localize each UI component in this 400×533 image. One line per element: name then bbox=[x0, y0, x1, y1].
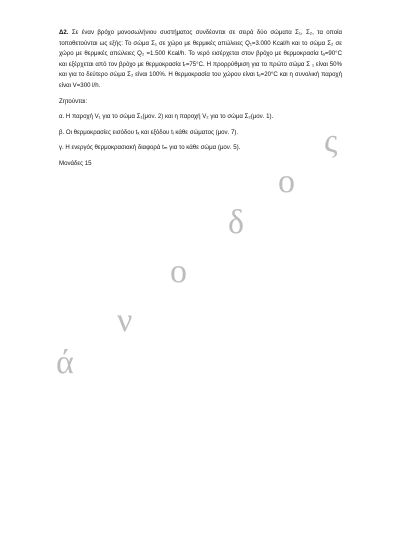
watermark-letter-4: δ bbox=[228, 204, 245, 241]
question-b: β. Οι θερμοκρασίες εισόδου tₓ και εξόδου tᵢ κάθε σώματος (μον. 7). bbox=[59, 128, 239, 136]
question-c: γ. Η ενεργός θερμοκρασιακή διαφορά tₘ για το κάθε σώμα (μον. 5). bbox=[59, 144, 241, 152]
total-marks: Μονάδες 15 bbox=[59, 159, 92, 167]
problem-statement bbox=[59, 28, 342, 92]
problem-content bbox=[59, 28, 342, 170]
watermark-letter-3: ο bbox=[170, 253, 187, 290]
watermark-letter-2: ν bbox=[117, 302, 133, 339]
watermark-letter-5: ο bbox=[278, 163, 295, 200]
question-a: α. Η παροχή V₁ για το σώμα Σ₁(μον. 2) και η παροχή V₂ για το σώμα Σ₂(μον. 1). bbox=[59, 113, 274, 121]
problem-text: Σε έναν βρόχο μονοσωλήνιου συστήματος συνδέονται σε σειρά δύο σώματα Σ₁, Σ₂, τα οποία τοποθετούνται ως εξής: Το σώμα Σ₁ σε χώρο με θερμικές απώλειες Q₁=3.000 Kcal/h και το σώμα Σ₂ σε χώρο με θερμικές απώλειες Q₂ =1.500 Kcal/h. Το νερό εισέρχεται στον βρόχο με θερμοκρασία tₐ=90°C και εξέρχεται από τον βρόχο με θερμοκρασία tᵣ=75°C. Η προρρύθμιση για το πρώτο σώμα Σ ₁ είναι 50% και για το δεύτερο σώμα Σ₂ είναι 100%. Η θερμοκρασία του χώρου είναι tₑ=20°C και η συνολική παροχή είναι V=300 l/h. bbox=[59, 29, 342, 89]
problem-label: Δ2. bbox=[59, 29, 69, 36]
watermark-letter-1: ά bbox=[56, 344, 74, 381]
watermark-letter-6: ς bbox=[324, 123, 338, 160]
asked-heading: Ζητούνται: bbox=[59, 97, 88, 105]
